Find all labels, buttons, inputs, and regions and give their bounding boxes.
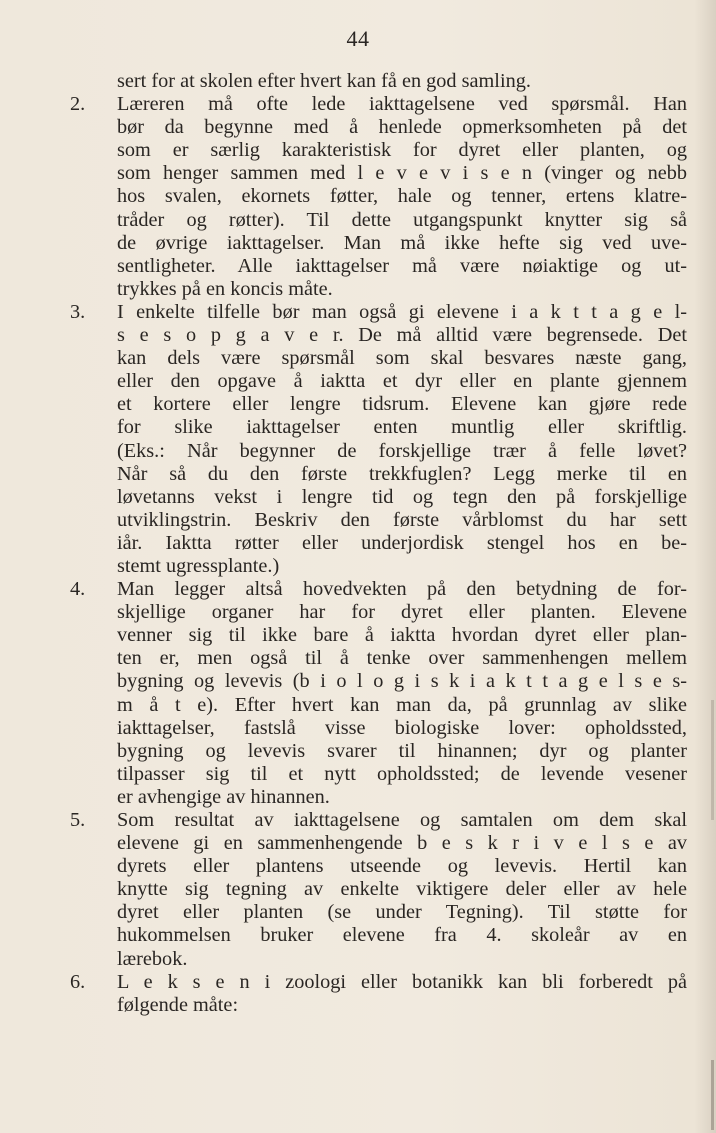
line-text: venner sig til ikke bare å iaktta hvordan dyret eller plan- [117, 624, 687, 647]
line-text: bør da begynne med å henlede opmerksomheten på det [117, 116, 687, 139]
line-text: tilpasser sig til et nytt opholdssted; de levende vesener [117, 762, 687, 785]
line-text: for slike iakttagelser enten muntlig eller skriftlig. [117, 416, 687, 439]
paragraph-number: 4. [70, 578, 86, 601]
text-line [70, 647, 687, 670]
text-line [70, 116, 687, 139]
line-text: sentligheter. Alle iakttagelser må være nøiaktige og ut- [117, 254, 687, 277]
text-line [70, 70, 687, 93]
text-line [70, 185, 687, 208]
text-line [70, 370, 687, 393]
line-text: de øvrige iakttagelser. Man må ikke hefte sig ved uve- [117, 231, 687, 254]
text-line [70, 948, 687, 971]
line-text: som henger sammen med l e v e v i s e n (vinger og nebb [117, 162, 687, 185]
text-line [70, 347, 687, 370]
text-line [70, 601, 687, 624]
text-line [70, 463, 687, 486]
text-line [70, 532, 687, 555]
line-text: iakttagelser, fastslå visse biologiske lover: opholdssted, [117, 716, 687, 739]
paragraph-number: 5. [70, 809, 86, 831]
line-text: s e s o p g a v e r. De må alltid være begrensede. Det [117, 324, 687, 347]
text-line [70, 255, 687, 278]
line-text: ten er, men også til å tenke over sammenhengen mellem [117, 647, 687, 670]
text-line [70, 670, 687, 693]
line-text: er avhengige av hinannen. [117, 785, 330, 808]
text-line [70, 324, 687, 347]
text-line [70, 855, 687, 878]
paragraph-number: 2. [70, 93, 86, 116]
paragraph-number: 3. [70, 300, 86, 323]
line-text: bygning og levevis svarer til hinannen; dyr og planter [117, 739, 687, 762]
text-line [70, 878, 687, 901]
text-line [70, 624, 687, 647]
line-text: Man legger altså hovedvekten på den betydning de for- [117, 578, 687, 601]
line-text: løvetanns vekst i lengre tid og tegn den på forskjellige [117, 485, 687, 508]
text-line [70, 509, 687, 532]
text-line [70, 555, 687, 578]
text-line [70, 901, 687, 924]
text-line [70, 786, 687, 809]
text-line [70, 278, 687, 301]
line-text: m å t e). Efter hvert kan man da, på grunnlag av slike [117, 693, 687, 716]
line-text: dyrets eller plantens utseende og levevis. Hertil kan [117, 855, 687, 878]
paragraph-number: 6. [70, 970, 86, 993]
text-line [70, 393, 687, 416]
line-text: L e k s e n i zoologi eller botanikk kan bli forberedt på [117, 970, 687, 993]
line-text: Når så du den første trekkfuglen? Legg merke til en [117, 462, 687, 485]
numbered-paragraph-line [70, 578, 687, 601]
text-line [70, 139, 687, 162]
text-line [70, 162, 687, 185]
line-text: knytte sig tegning av enkelte viktigere deler eller av hele [117, 878, 687, 901]
page-edge-shadow-bottom [711, 1060, 714, 1130]
line-text: utviklingstrin. Beskriv den første vårblomst du har sett [117, 508, 687, 531]
numbered-paragraph-line [70, 301, 687, 324]
line-text: tråder og røtter). Til dette utgangspunkt knytter sig så [117, 208, 687, 231]
text-line [70, 717, 687, 740]
line-text: dyret eller planten (se under Tegning). Til støtte for [117, 901, 687, 924]
body-text [70, 70, 710, 1017]
line-text: som er særlig karakteristisk for dyret eller planten, og [117, 139, 687, 162]
page-number: 44 [346, 26, 370, 51]
line-text: et kortere eller lengre tidsrum. Elevene kan gjøre rede [117, 393, 687, 416]
text-line [70, 416, 687, 439]
line-text: elevene gi en sammenhengende b e s k r i v e l s e av [117, 832, 687, 855]
line-text: iår. Iaktta røtter eller underjordisk stengel hos en be- [117, 531, 687, 554]
line-text: sert for at skolen efter hvert kan få en god samling. [117, 70, 531, 92]
numbered-paragraph-line [70, 971, 687, 994]
line-text: Som resultat av iakttagelsene og samtalen om dem skal [117, 809, 687, 831]
line-text: trykkes på en koncis måte. [117, 277, 333, 300]
numbered-paragraph-line [70, 809, 687, 832]
text-line [70, 486, 687, 509]
line-text: (Eks.: Når begynner de forskjellige trær å felle løvet? [117, 439, 687, 462]
line-text: skjellige organer har for dyret eller planten. Elevene [117, 601, 687, 624]
text-line [70, 232, 687, 255]
text-line [70, 694, 687, 717]
text-line [70, 832, 687, 855]
page-edge-shadow [711, 700, 714, 820]
line-text: kan dels være spørsmål som skal besvares næste gang, [117, 347, 687, 370]
text-line [70, 763, 687, 786]
line-text: hukommelsen bruker elevene fra 4. skoleår av en [117, 924, 687, 947]
text-line [70, 440, 687, 463]
line-text: følgende måte: [117, 993, 239, 1016]
line-text: I enkelte tilfelle bør man også gi elevene i a k t t a g e l- [117, 300, 687, 323]
text-line [70, 740, 687, 763]
line-text: hos svalen, ekornets føtter, hale og tenner, ertens klatre- [117, 185, 687, 208]
line-text: Læreren må ofte lede iakttagelsene ved spørsmål. Han [117, 93, 687, 116]
line-text: eller den opgave å iaktta et dyr eller en plante gjennem [117, 370, 687, 393]
line-text: bygning og levevis (b i o l o g i s k i a k t t a g e l s e s- [117, 670, 687, 693]
numbered-paragraph-line [70, 93, 687, 116]
line-text: lærebok. [117, 947, 188, 970]
line-text: stemt ugressplante.) [117, 554, 280, 577]
text-line [70, 209, 687, 232]
text-line [70, 924, 687, 947]
text-line [70, 994, 687, 1017]
